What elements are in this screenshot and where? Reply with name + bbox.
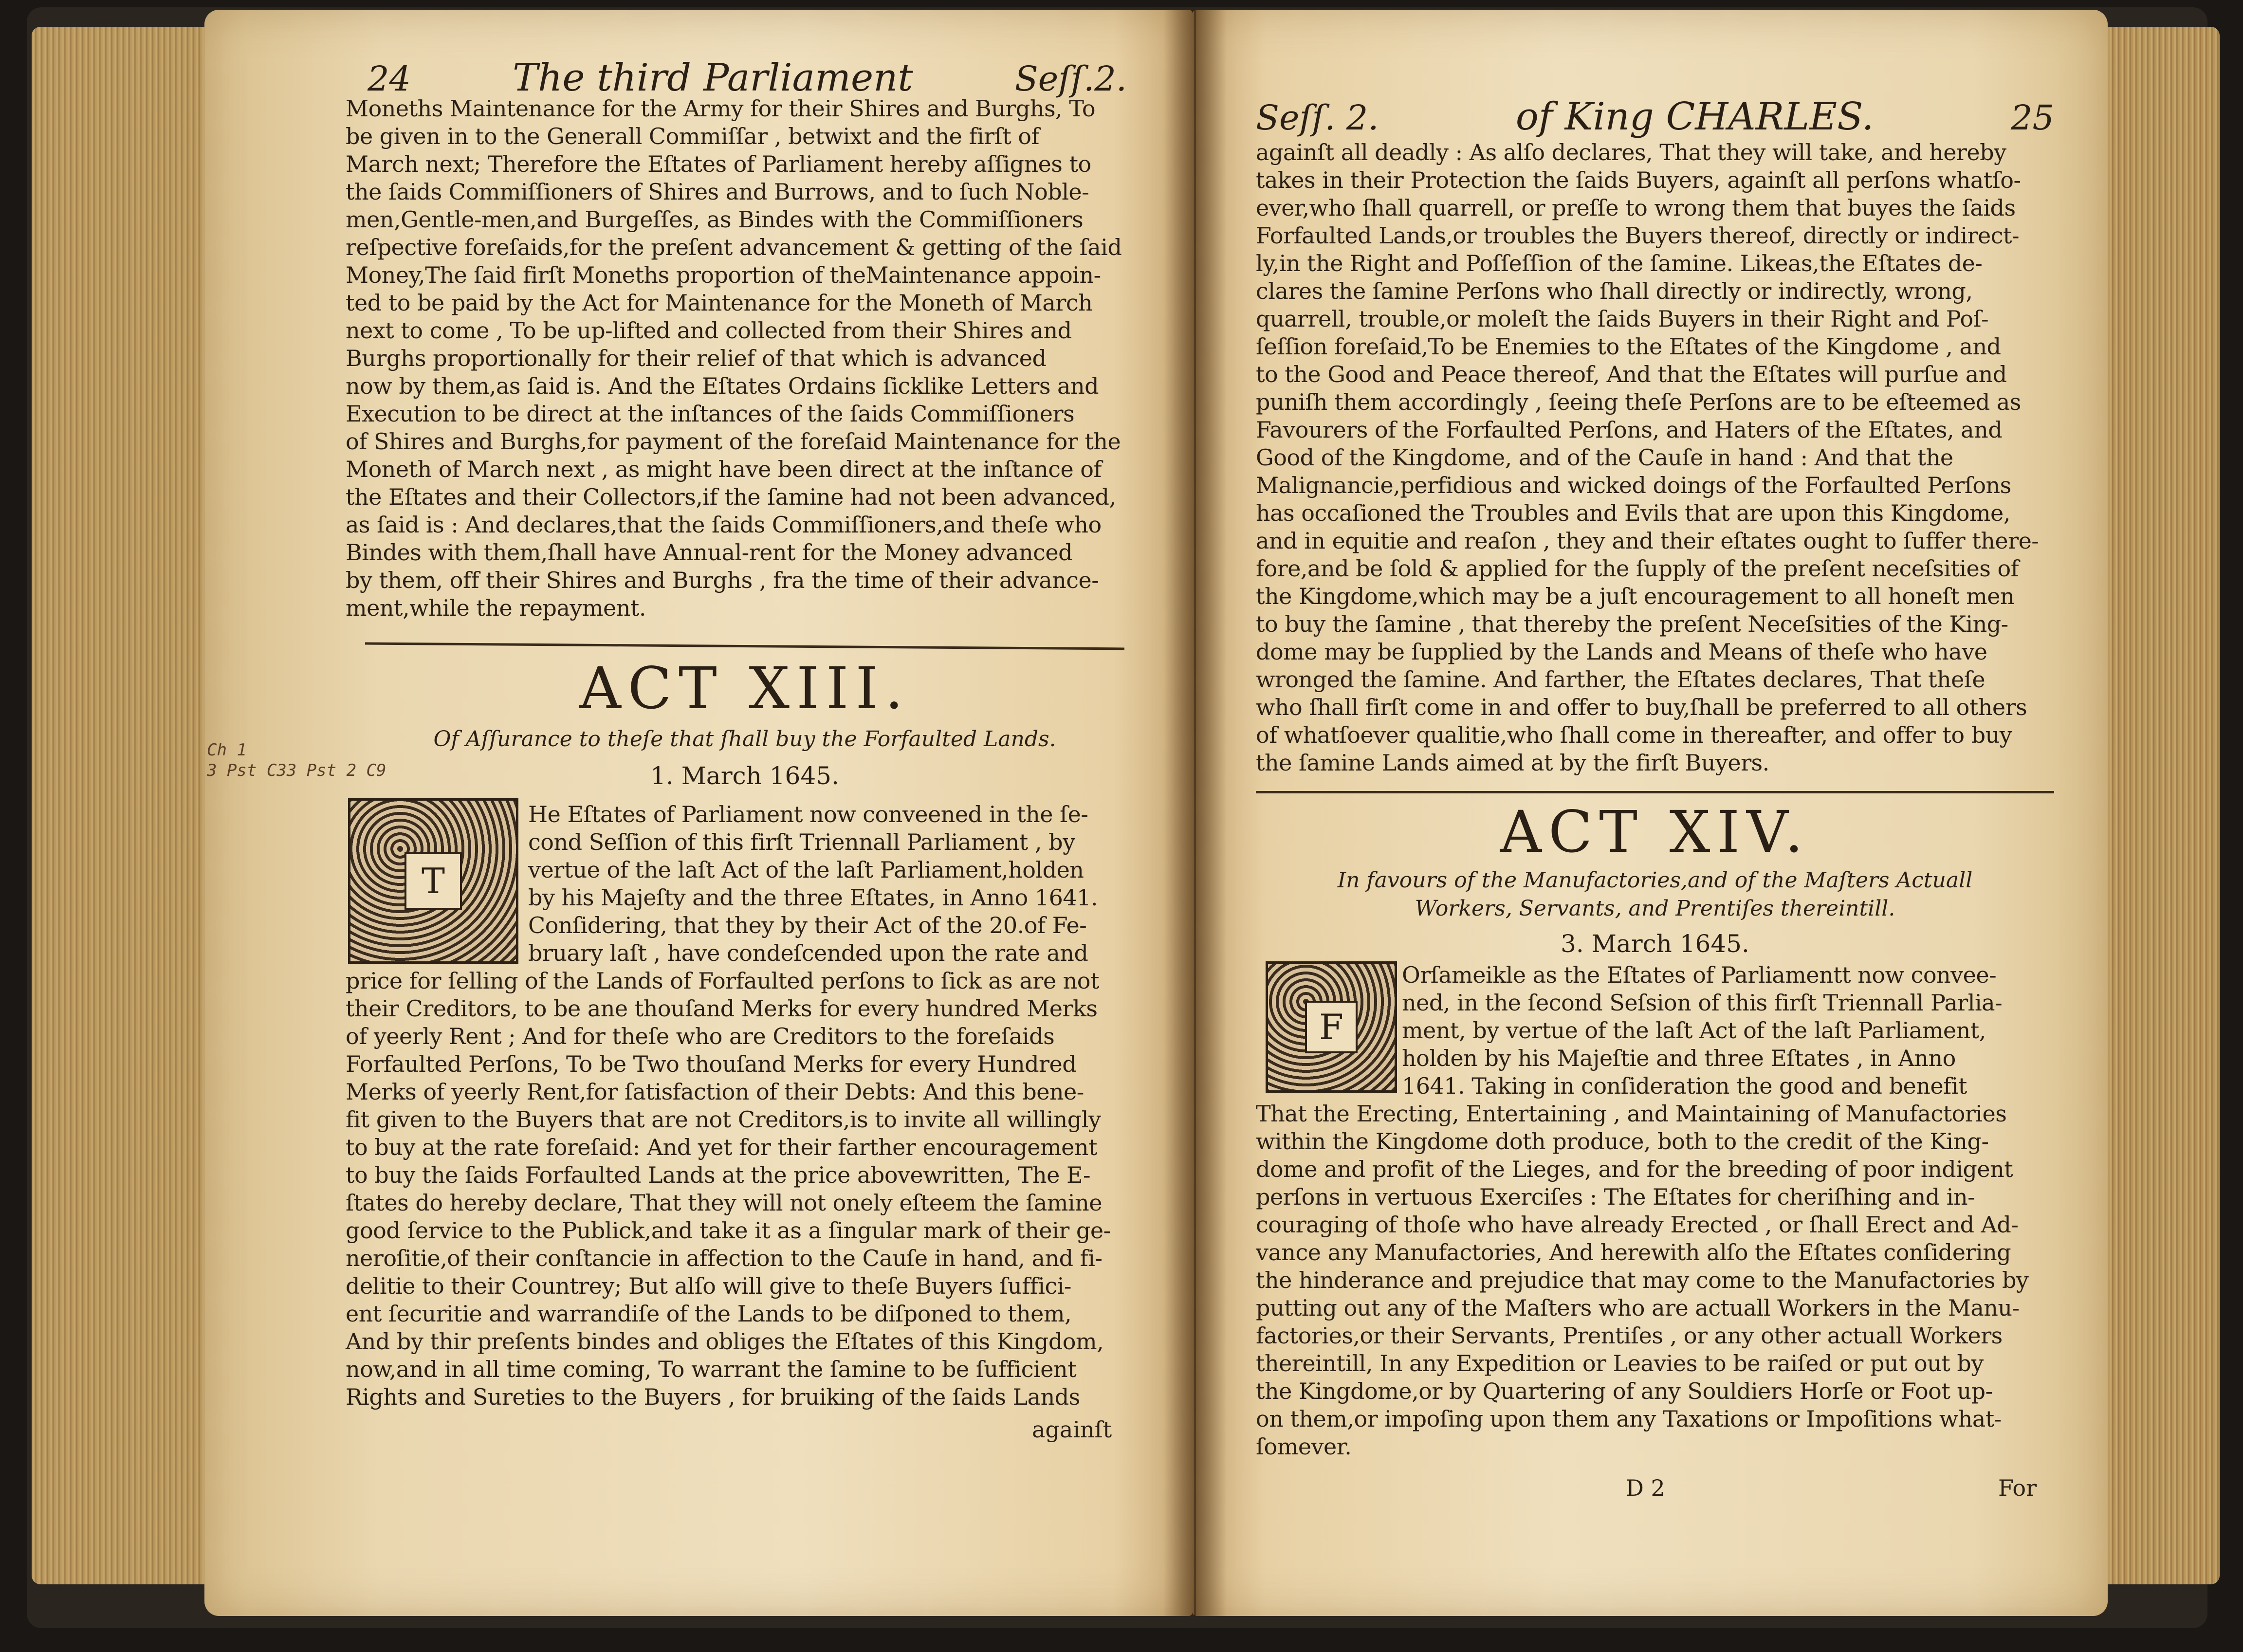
- text-line: ly,in the Right and Poſſeſſion of the ſamine. Likeas,the Eſtates de-: [1256, 250, 1983, 276]
- text-line: Burghs proportionally for their relief of that which is advanced: [346, 345, 1047, 371]
- text-line: on them,or impoſing upon them any Taxations or Impoſitions what-: [1256, 1406, 2002, 1432]
- right-page-number: 25: [2010, 98, 2054, 138]
- left-top-text: [346, 95, 1144, 622]
- left-section-rule: [365, 642, 1124, 650]
- text-line: and in equitie and reaſon , they and their eſtates ought to ſuffer there-: [1256, 528, 2039, 554]
- left-session-label: Seſſ.2.: [1014, 59, 1127, 99]
- left-running-title: The third Parliament: [513, 56, 913, 100]
- text-line: againſt all deadly : As alſo declares, That they will take, and hereby: [1256, 139, 2006, 165]
- text-line: perſons in vertuous Exerciſes : The Eſtates for cheriſhing and in-: [1256, 1184, 1975, 1210]
- text-line: to buy the ſamine , that thereby the preſent Neceſsities of the King-: [1256, 611, 2008, 637]
- right-session-label: Seſſ. 2.: [1256, 98, 1379, 138]
- signature-mark: D 2: [1626, 1475, 1665, 1501]
- left-catchword: againſt: [1032, 1416, 1112, 1443]
- text-line: thereintill, In any Expedition or Leavies to be raiſed or put out by: [1256, 1350, 1984, 1377]
- ornamental-drop-cap: [348, 798, 518, 964]
- drop-cap-letter: T: [404, 852, 462, 910]
- margin-note-line: 3 Pst C33 Pst 2 C9: [207, 761, 386, 780]
- right-section-rule: [1256, 791, 2054, 793]
- text-line: vance any Manufactories, And herewith alſo the Eſtates conſidering: [1256, 1239, 2011, 1266]
- right-catchword: For: [1998, 1475, 2037, 1501]
- text-line: ent ſecuritie and warrandiſe of the Lands to be diſponed to them,: [346, 1301, 1072, 1327]
- text-line: of whatſoever qualitie,who ſhall come in thereafter, and offer to buy: [1256, 722, 2012, 748]
- text-line: ſomever.: [1256, 1433, 1352, 1460]
- text-line: the hinderance and prejudice that may come to the Manufactories by: [1256, 1267, 2029, 1293]
- text-line: takes in their Protection the ſaids Buyers, againſt all perſons whatſo-: [1256, 167, 2021, 193]
- act-xiii-title: ACT XIII.: [579, 655, 910, 722]
- text-line: Good of the Kingdome, and of the Cauſe in hand : And that the: [1256, 444, 1953, 471]
- drop-cap-letter: F: [1305, 1001, 1358, 1053]
- text-line: fore,and be ſold & applied for the ſupply of the preſent neceſsities of: [1256, 555, 2019, 582]
- text-line: Merks of yeerly Rent,for ſatisfaction of their Debts: And this bene-: [346, 1079, 1084, 1105]
- text-line: next to come , To be up-lifted and collected from their Shires and: [346, 317, 1072, 344]
- margin-note-line: Ch 1: [207, 740, 247, 760]
- act-xiii-opening-lines: [528, 801, 1132, 967]
- text-line: price for ſelling of the Lands of Forfaulted perſons to ſick as are not: [346, 968, 1099, 994]
- act-xiv-description-line: Workers, Servants, and Prentiſes thereintill.: [1415, 896, 1895, 921]
- text-line: holden by his Majeſtie and three Eſtates , in Anno: [1402, 1045, 1956, 1071]
- left-page-edges: [32, 27, 207, 1584]
- act-xiii-description: Of Aſſurance to theſe that ſhall buy the Forfaulted Lands.: [433, 727, 1056, 752]
- left-page-number: 24: [368, 59, 411, 99]
- text-line: cond Seſſion of this firſt Triennall Parliament , by: [528, 829, 1075, 855]
- text-line: has occaſioned the Troubles and Evils that are upon this Kingdome,: [1256, 500, 2010, 526]
- text-line: wronged the ſamine. And farther, the Eſtates declares, That theſe: [1256, 666, 1986, 693]
- text-line: as ſaid is : And declares,that the ſaids Commiſſioners,and theſe who: [346, 512, 1102, 538]
- text-line: to buy the ſaids Forfaulted Lands at the price abovewritten, The E-: [346, 1162, 1090, 1188]
- book-gutter: [1163, 10, 1227, 1616]
- text-line: Conſidering, that they by their Act of the 20.of Fe-: [528, 912, 1087, 938]
- text-line: That the Erecting, Entertaining , and Maintaining of Manufactories: [1256, 1101, 2007, 1127]
- text-line: dome and profit of the Lieges, and for the breeding of poor indigent: [1256, 1156, 2013, 1182]
- text-line: Money,The ſaid firſt Moneths proportion of theMaintenance appoin-: [346, 262, 1101, 288]
- text-line: vertue of the laſt Act of the laſt Parliament,holden: [528, 857, 1084, 883]
- text-line: by them, off their Shires and Burghs , fra the time of their advance-: [346, 567, 1099, 593]
- text-line: the ſamine Lands aimed at by the firſt Buyers.: [1256, 750, 1769, 776]
- text-line: dome may be ſupplied by the Lands and Means of theſe who have: [1256, 639, 1987, 665]
- right-page: [1193, 10, 2108, 1616]
- text-line: now,and in all time coming, To warrant the ſamine to be ſufficient: [346, 1356, 1077, 1382]
- text-line: He Eſtates of Parliament now conveened in the ſe-: [528, 801, 1088, 827]
- text-line: good ſervice to the Publick,and take it as a ſingular mark of their ge-: [346, 1217, 1111, 1244]
- handwritten-margin-note: [207, 740, 386, 781]
- text-line: Rights and Sureties to the Buyers , for bruiking of the ſaids Lands: [346, 1384, 1080, 1410]
- text-line: factories,or their Servants, Prentiſes , or any other actuall Workers: [1256, 1322, 2003, 1349]
- text-line: fit given to the Buyers that are not Creditors,is to invite all willingly: [346, 1106, 1101, 1133]
- text-line: men,Gentle-men,and Burgeſſes, as Bindes with the Commiſſioners: [346, 206, 1084, 233]
- text-line: Bindes with them,ſhall have Annual-rent for the Money advanced: [346, 539, 1073, 566]
- act-xiv-date: 3. March 1645.: [1561, 930, 1749, 958]
- text-line: ſtates do hereby declare, That they will not onely eſteem the ſamine: [346, 1190, 1102, 1216]
- act-xiv-title: ACT XIV.: [1500, 798, 1810, 865]
- act-xiv-description: [1256, 866, 2054, 923]
- text-line: to the Good and Peace thereof, And that the Eſtates will purſue and: [1256, 361, 2007, 387]
- text-line: ment,while the repayment.: [346, 595, 646, 621]
- text-line: by his Majeſty and the three Eſtates, in Anno 1641.: [528, 884, 1098, 911]
- text-line: Orſameikle as the Eſtates of Parliamentt now convee-: [1402, 962, 1997, 988]
- right-running-head: [1256, 95, 2054, 139]
- text-line: And by thir preſents bindes and obliges the Eſtates of this Kingdom,: [346, 1328, 1104, 1355]
- act-xiv-opening-lines: [1402, 961, 2054, 1100]
- text-line: who ſhall firſt come in and offer to buy,ſhall be preferred to all others: [1256, 694, 2027, 720]
- text-line: now by them,as ſaid is. And the Eſtates Ordains ſicklike Letters and: [346, 373, 1099, 399]
- act-xiii-body: [346, 967, 1144, 1411]
- text-line: neroſitie,of their conſtancie in affection to the Cauſe in hand, and fi-: [346, 1245, 1103, 1271]
- text-line: to buy at the rate foreſaid: And yet for their farther encouragement: [346, 1134, 1097, 1160]
- text-line: ned, in the ſecond Seſsion of this firſt Triennall Parlia-: [1402, 990, 2003, 1016]
- text-line: of yeerly Rent ; And for theſe who are Creditors to the foreſaids: [346, 1023, 1055, 1049]
- text-line: within the Kingdome doth produce, both to the credit of the King-: [1256, 1128, 1989, 1155]
- act-xiii-date: 1. March 1645.: [650, 762, 839, 790]
- text-line: reſpective foreſaids,for the preſent advancement & getting of the ſaid: [346, 234, 1122, 260]
- text-line: be given in to the Generall Commiſſar , betwixt and the firſt of: [346, 123, 1040, 149]
- text-line: their Creditors, to be ane thouſand Merks for every hundred Merks: [346, 995, 1098, 1022]
- text-line: clares the ſamine Perſons who ſhall directly or indirectly, wrong,: [1256, 278, 1973, 304]
- act-xiv-description-line: In favours of the Manufactories,and of the Maſters Actuall: [1337, 868, 1973, 893]
- text-line: couraging of thoſe who have already Erected , or ſhall Erect and Ad-: [1256, 1211, 2019, 1238]
- act-xiv-body: [1256, 1100, 2054, 1461]
- text-line: puniſh them accordingly , ſeeing theſe Perſons are to be eſteemed as: [1256, 389, 2021, 415]
- text-line: ſeſſion foreſaid,To be Enemies to the Eſtates of the Kingdome , and: [1256, 333, 2001, 360]
- right-running-title: of King CHARLES.: [1515, 95, 1874, 139]
- text-line: March next; Therefore the Eſtates of Parliament hereby aſſignes to: [346, 151, 1091, 177]
- text-line: the Kingdome,or by Quartering of any Souldiers Horſe or Foot up-: [1256, 1378, 1993, 1404]
- text-line: putting out any of the Maſters who are actuall Workers in the Manu-: [1256, 1295, 2020, 1321]
- text-line: Execution to be direct at the inſtances of the ſaids Commiſſioners: [346, 401, 1075, 427]
- text-line: of Shires and Burghs,for payment of the foreſaid Maintenance for the: [346, 428, 1121, 455]
- text-line: 1641. Taking in conſideration the good and benefit: [1402, 1073, 1967, 1099]
- text-line: Moneth of March next , as might have been direct at the inſtance of: [346, 456, 1102, 482]
- right-page-edges: [2103, 27, 2220, 1584]
- text-line: Forfaulted Perſons, To be Two thouſand Merks for every Hundred: [346, 1051, 1077, 1077]
- ornamental-drop-cap: [1266, 961, 1397, 1093]
- text-line: ever,who ſhall quarrell, or preſſe to wrong them that buyes the ſaids: [1256, 195, 2016, 221]
- text-line: Malignancie,perfidious and wicked doings of the Forfaulted Perſons: [1256, 472, 2011, 498]
- left-page: [204, 10, 1193, 1616]
- text-line: ment, by vertue of the laſt Act of the laſt Parliament,: [1402, 1017, 1986, 1044]
- text-line: Moneths Maintenance for the Army for their Shires and Burghs, To: [346, 95, 1096, 122]
- text-line: delitie to their Countrey; But alſo will give to theſe Buyers ſuffici-: [346, 1273, 1071, 1299]
- text-line: ted to be paid by the Act for Maintenance for the Moneth of March: [346, 290, 1093, 316]
- text-line: the Kingdome,which may be a juſt encouragement to all honeſt men: [1256, 583, 2015, 609]
- text-line: Forfaulted Lands,or troubles the Buyers thereof, directly or indirect-: [1256, 222, 2020, 249]
- text-line: quarrell, trouble,or moleſt the ſaids Buyers in their Right and Poſ-: [1256, 306, 1989, 332]
- text-line: the ſaids Commiſſioners of Shires and Burrows, and to ſuch Noble-: [346, 179, 1089, 205]
- text-line: bruary laſt , have condeſcended upon the rate and: [528, 940, 1088, 966]
- text-line: the Eſtates and their Collectors,if the ſamine had not been advanced,: [346, 484, 1116, 510]
- right-top-text: [1256, 139, 2054, 777]
- left-running-head: [368, 56, 1127, 100]
- text-line: Favourers of the Forfaulted Perſons, and Haters of the Eſtates, and: [1256, 417, 2003, 443]
